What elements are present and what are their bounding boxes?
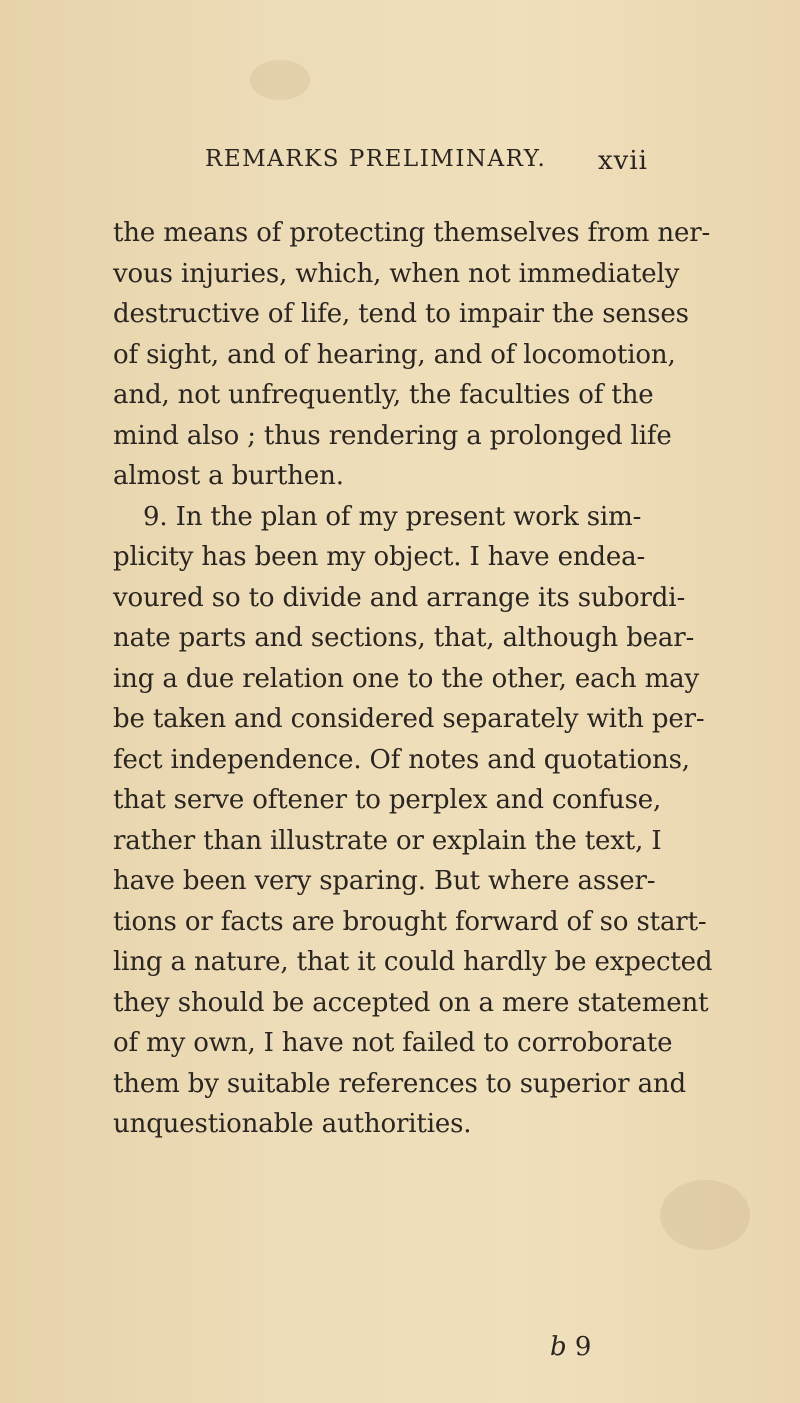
text-line: tions or facts are brought forward of so start-: [113, 906, 707, 937]
text-line: almost a burthen.: [113, 461, 344, 491]
text-line: and, not unfrequently, the faculties of the: [113, 380, 654, 410]
text-line: have been very sparing. But where asser-: [113, 866, 656, 896]
text-line: plicity has been my object. I have endea-: [113, 542, 646, 572]
running-head: [205, 146, 675, 180]
text-line: ing a due relation one to the other, each may: [113, 663, 699, 694]
text-line: vous injuries, which, when not immediately: [113, 258, 680, 289]
signature-number: 9: [574, 1332, 592, 1362]
paper-stain: [660, 1180, 750, 1250]
text-line: rather than illustrate or explain the text, I: [113, 825, 662, 856]
text-line: ling a nature, that it could hardly be expected: [113, 947, 713, 977]
paragraph-start-line: 9. In the plan of my present work sim-: [143, 501, 642, 532]
text-line: nate parts and sections, that, although bear-: [113, 623, 695, 653]
body-text: [113, 213, 713, 1145]
text-line: of sight, and of hearing, and of locomotion,: [113, 339, 676, 370]
text-line: destructive of life, tend to impair the senses: [113, 299, 689, 329]
running-title: REMARKS PRELIMINARY.: [205, 146, 547, 172]
text-line: fect independence. Of notes and quotations,: [113, 744, 690, 775]
text-line: they should be accepted on a mere statement: [113, 987, 709, 1018]
text-line: voured so to divide and arrange its subordi-: [113, 582, 686, 613]
page-number: xvii: [598, 146, 648, 176]
signature-letter: b: [550, 1332, 567, 1362]
text-line: them by suitable references to superior and: [113, 1068, 687, 1099]
signature-mark: [550, 1327, 591, 1367]
paper-stain: [250, 60, 310, 100]
text-line: unquestionable authorities.: [113, 1109, 472, 1139]
text-line: be taken and considered separately with per-: [113, 704, 705, 734]
text-line: mind also ; thus rendering a prolonged life: [113, 420, 672, 451]
text-line: that serve oftener to perplex and confuse,: [113, 785, 662, 815]
text-line: the means of protecting themselves from ner-: [113, 218, 711, 248]
text-line: of my own, I have not failed to corroborate: [113, 1028, 673, 1058]
